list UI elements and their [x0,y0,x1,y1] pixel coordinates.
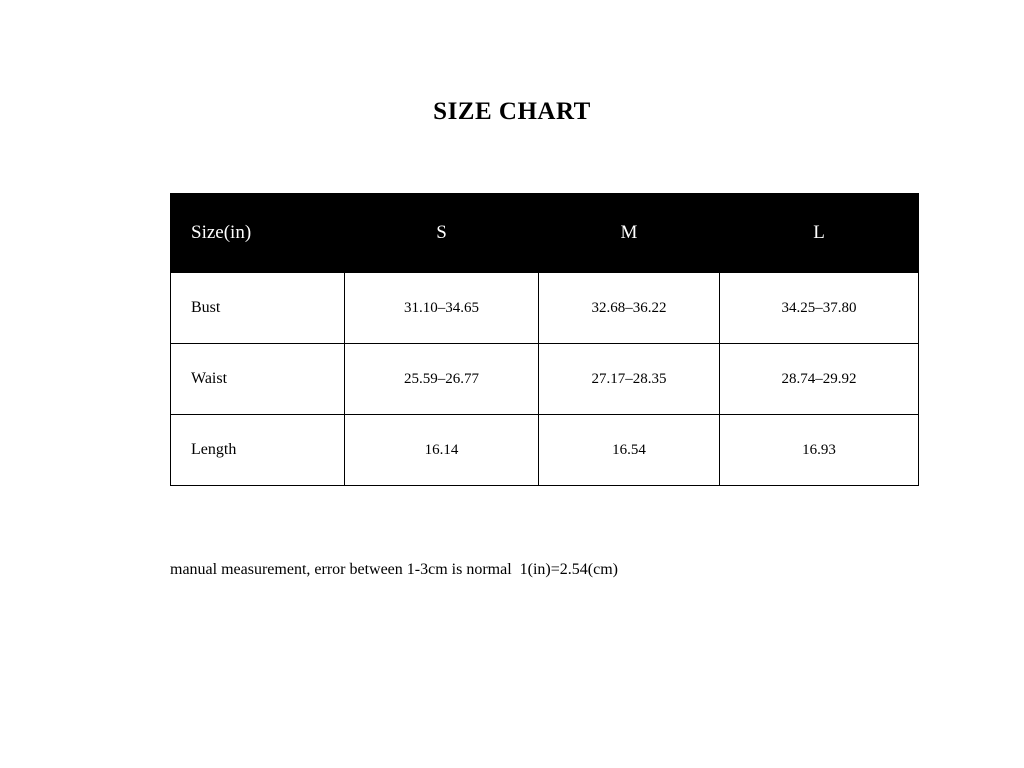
column-header-size: Size(in) [171,194,345,273]
column-header-l: L [720,194,919,273]
row-label-waist: Waist [171,344,345,415]
cell-waist-l: 28.74–29.92 [720,344,919,415]
size-chart-table [170,193,919,486]
column-header-m: M [539,194,720,273]
table-row [171,273,919,344]
cell-bust-s: 31.10–34.65 [345,273,539,344]
cell-length-l: 16.93 [720,415,919,486]
table-row [171,344,919,415]
table-header-row [171,194,919,273]
measurement-note: manual measurement, error between 1-3cm is normal 1(in)=2.54(cm) [170,561,618,578]
cell-waist-s: 25.59–26.77 [345,344,539,415]
cell-length-s: 16.14 [345,415,539,486]
cell-length-m: 16.54 [539,415,720,486]
cell-waist-m: 27.17–28.35 [539,344,720,415]
column-header-s: S [345,194,539,273]
row-label-length: Length [171,415,345,486]
cell-bust-l: 34.25–37.80 [720,273,919,344]
page-title: SIZE CHART [433,98,591,125]
table-row [171,415,919,486]
row-label-bust: Bust [171,273,345,344]
cell-bust-m: 32.68–36.22 [539,273,720,344]
